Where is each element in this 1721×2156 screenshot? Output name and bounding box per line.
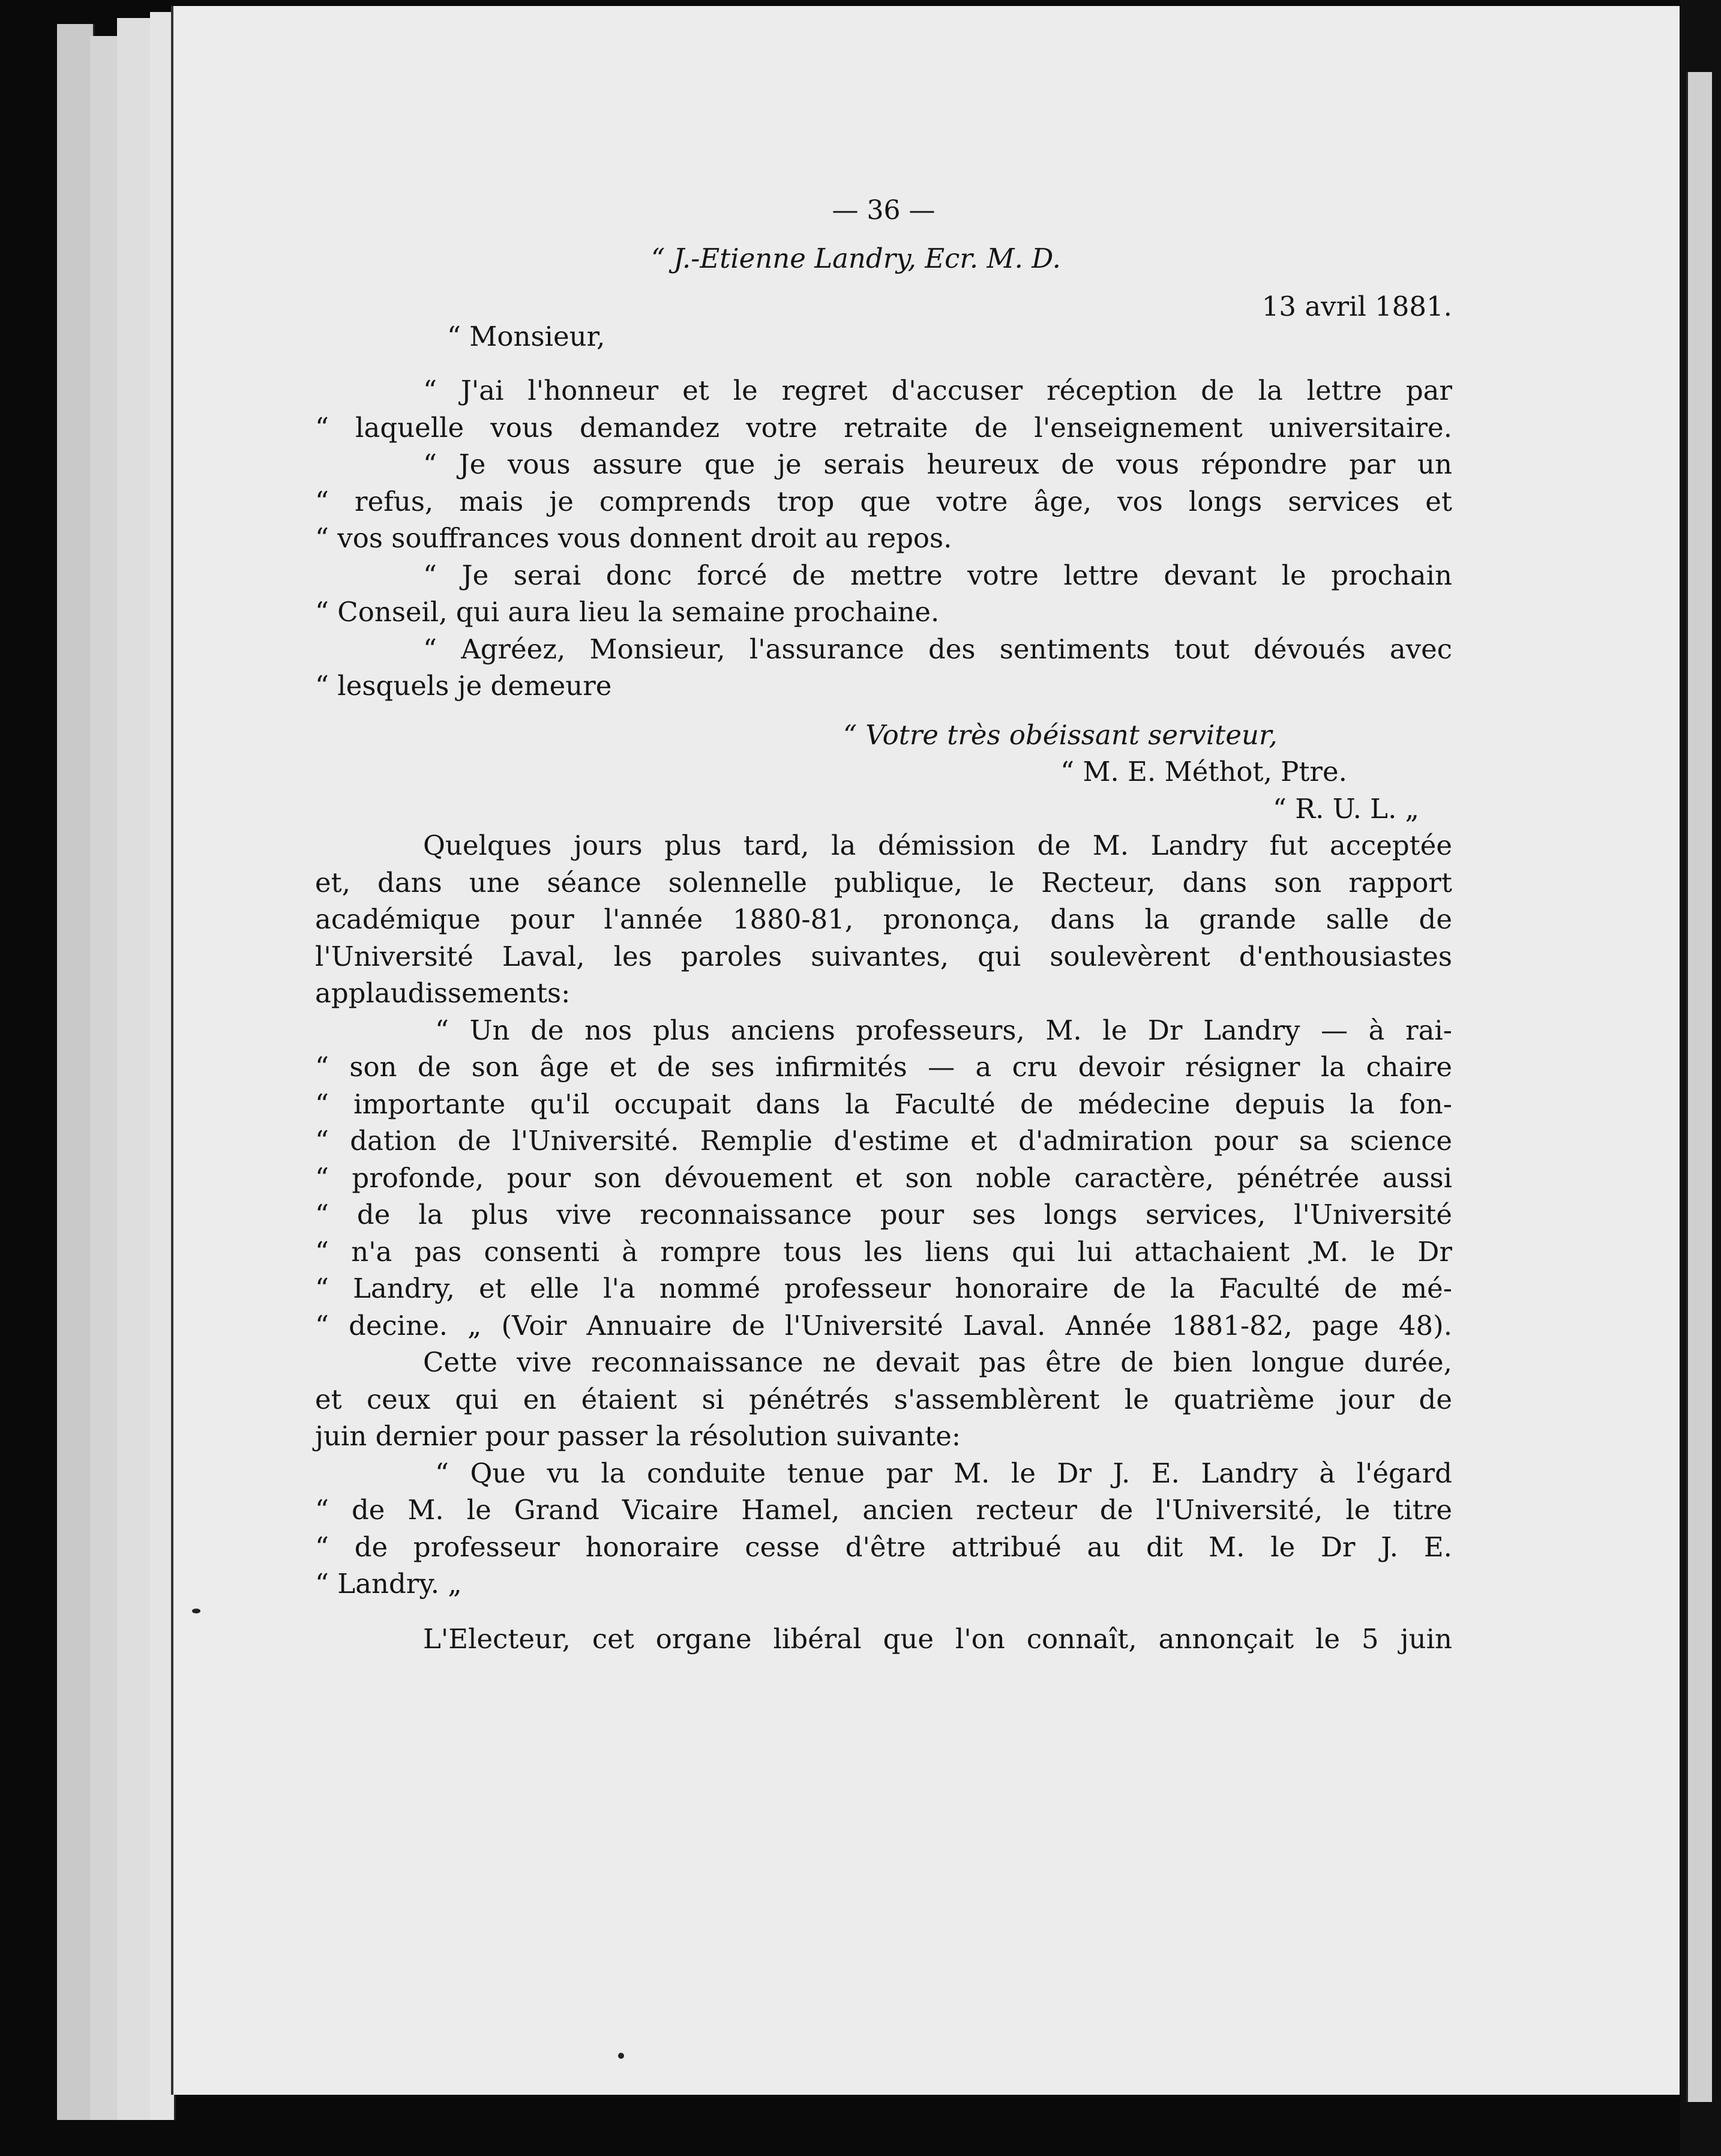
letter-body: [315, 372, 1452, 705]
paragraph-1: [315, 827, 1452, 1012]
paragraph-line: Cette vive reconnaissance ne devait pas être de bien longue durée,: [423, 1346, 1452, 1378]
page-edge: [117, 18, 155, 2120]
letter-signature-name: “ M. E. Méthot, Ptre.: [1060, 756, 1347, 787]
letter-line: “ lesquels je demeure: [315, 670, 612, 702]
paragraph-line: académique pour l'année 1880-81, prononça, dans la grande salle de: [315, 903, 1452, 935]
page-text: [315, 192, 1452, 1657]
letter-salutation: “ Monsieur,: [447, 321, 605, 352]
paragraph-line: Quelques jours plus tard, la démission de M. Landry fut acceptée: [423, 830, 1452, 861]
quote-line: “ de M. le Grand Vicaire Hamel, ancien recteur de l'Université, le titre: [315, 1494, 1452, 1526]
paragraph-line: l'Université Laval, les paroles suivantes, qui soulevèrent d'enthousiastes: [315, 940, 1452, 972]
facing-page-edge: [1680, 0, 1721, 2156]
quote-line: “ dation de l'Université. Remplie d'estime et d'admiration pour sa science: [315, 1125, 1452, 1157]
paragraph-2: [315, 1344, 1452, 1455]
quote-line: “ Landry. „: [315, 1568, 462, 1600]
quote-line: “ de la plus vive reconnaissance pour ses longs services, l'Université: [315, 1199, 1452, 1230]
quote-line: “ Que vu la conduite tenue par M. le Dr J. E. Landry à l'égard: [435, 1457, 1452, 1489]
quote-2: [315, 1455, 1452, 1603]
paragraph-line: applaudissements:: [315, 977, 571, 1009]
quote-line: “ importante qu'il occupait dans la Faculté de médecine depuis la fon-: [315, 1088, 1452, 1120]
letter-line: “ Je vous assure que je serais heureux de vous répondre par un: [423, 448, 1452, 480]
letter-date: 13 avril 1881.: [1261, 291, 1452, 322]
scan-speck: [192, 1609, 200, 1613]
paragraph-line: et ceux qui en étaient si pénétrés s'assemblèrent le quatrième jour de: [315, 1383, 1452, 1415]
quote-line: “ de professeur honoraire cesse d'être attribué au dit M. le Dr J. E.: [315, 1531, 1452, 1563]
quote-line: “ Landry, et elle l'a nommé professeur honoraire de la Faculté de mé-: [315, 1272, 1452, 1304]
letter-line: “ Je serai donc forcé de mettre votre lettre devant le prochain: [423, 559, 1452, 591]
page-edge: [57, 24, 95, 2120]
page-number: — 36 —: [832, 195, 936, 226]
letter-addressee: “ J.-Etienne Landry, Ecr. M. D.: [651, 242, 1061, 274]
quote-line: “ decine. „ (Voir Annuaire de l'Université Laval. Année 1881-82, page 48).: [315, 1309, 1452, 1341]
paragraph-line: et, dans une séance solennelle publique, le Recteur, dans son rapport: [315, 866, 1452, 899]
letter-closing: “ Votre très obéissant serviteur,: [843, 718, 1278, 751]
final-line: L'Electeur, cet organe libéral que l'on connaît, annonçait le 5 juin: [423, 1622, 1452, 1655]
letter-line: “ Conseil, qui aura lieu la semaine prochaine.: [315, 596, 940, 628]
letter-signature-org: “ R. U. L. „: [1272, 792, 1419, 825]
paragraph-line: juin dernier pour passer la résolution suivante:: [315, 1420, 961, 1452]
letter-line: “ laquelle vous demandez votre retraite de l'enseignement universitaire.: [315, 411, 1452, 444]
scan-speck: [618, 2053, 624, 2059]
letter-line: “ J'ai l'honneur et le regret d'accuser réception de la lettre par: [423, 375, 1452, 406]
quote-line: “ Un de nos plus anciens professeurs, M. le Dr Landry — à rai-: [435, 1014, 1452, 1046]
letter-line: “ Agréez, Monsieur, l'assurance des sentiments tout dévoués avec: [423, 633, 1452, 665]
letter-line: “ refus, mais je comprends trop que votre âge, vos longs services et: [315, 485, 1452, 517]
quote-line: “ profonde, pour son dévouement et son noble caractère, pénétrée aussi: [315, 1161, 1452, 1194]
quote-1: [315, 1012, 1452, 1344]
facing-page-sliver: [1686, 72, 1712, 2102]
quote-line: “ n'a pas consenti à rompre tous les liens qui lui attachaient M. le Dr: [315, 1235, 1452, 1268]
letter-line: “ vos souffrances vous donnent droit au repos.: [315, 522, 952, 554]
quote-line: “ son de son âge et de ses infirmités — a cru devoir résigner la chaire: [315, 1051, 1452, 1083]
